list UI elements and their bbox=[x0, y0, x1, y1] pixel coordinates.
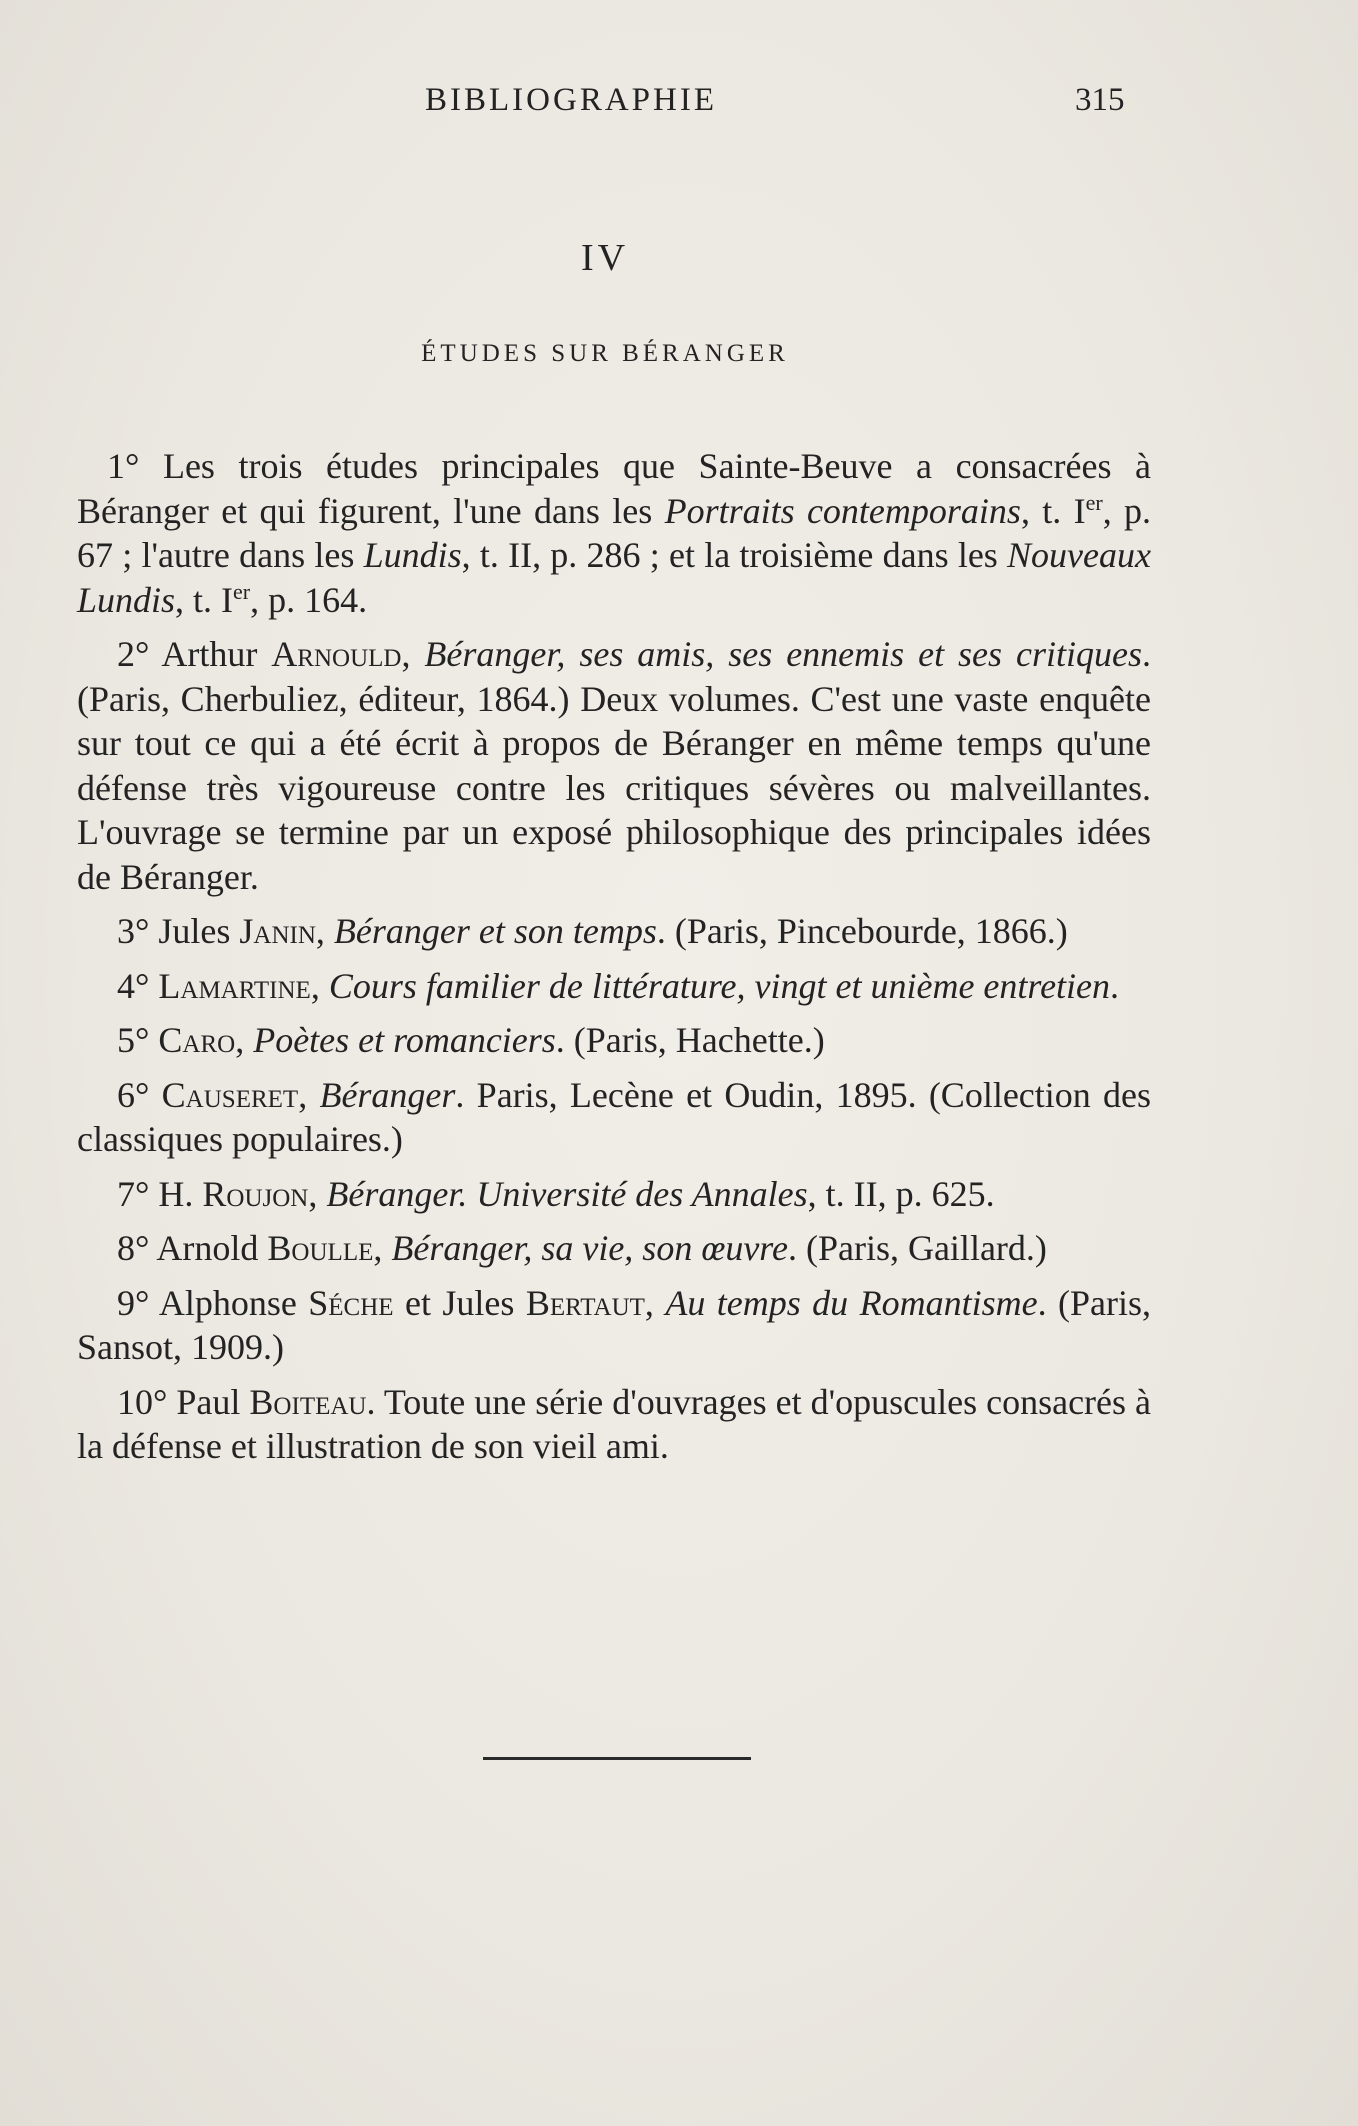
section-number: IV bbox=[580, 237, 630, 279]
bibliography-entry-4: 4° Lamartine, Cours familier de littérature, vingt et unième entretien. bbox=[117, 965, 1120, 1006]
bibliography-entry-9: 9° Alphonse Séche et Jules Bertaut, Au temps du Romantisme. (Paris, Sansot, 1909.) bbox=[77, 1282, 1151, 1367]
page-number: 315 bbox=[1075, 82, 1125, 118]
bibliography-entry-6: 6° Causeret, Béranger. Paris, Lecène et Oudin, 1895. (Collection des classiques populaires.) bbox=[77, 1074, 1152, 1159]
bibliography-entry-10: 10° Paul Boiteau. Toute une série d'ouvrages et d'opuscules consacrés à la défense et illustration de son vieil ami. bbox=[77, 1381, 1151, 1466]
running-head bbox=[0, 82, 1358, 132]
bibliography-entry-2: 2° Arthur Arnould, Béranger, ses amis, ses ennemis et ses critiques. (Paris, Cherbuliez, éditeur, 1864.) Deux volumes. C'est une vaste enquête sur tout ce qui a été écrit à propos de Béranger en même temps qu'une défense très vigoureuse contre les critiques sévères ou malveillantes. L'ouvrage se termine par un exposé philosophique des principales idées de Béranger. bbox=[77, 634, 1151, 897]
bibliography-entry-1: 1° Les trois études principales que Sainte-Beuve a consacrées à Béranger et qui figurent, l'une dans les Portraits contemporains, t. Ier, p. 67 ; l'autre dans les Lundis, t. II, p. 286 ; et la troisième dans les Nouveaux Lundis, t. Ier, p. 164. bbox=[77, 446, 1152, 620]
running-title: BIBLIOGRAPHIE bbox=[425, 82, 717, 118]
bibliography-entry-3: 3° Jules Janin, Béranger et son temps. (Paris, Pincebourde, 1866.) bbox=[117, 911, 1068, 951]
bibliography-entry-8: 8° Arnold Boulle, Béranger, sa vie, son œuvre. (Paris, Gaillard.) bbox=[117, 1228, 1047, 1268]
bibliography-entry-5: 5° Caro, Poètes et romanciers. (Paris, Hachette.) bbox=[117, 1020, 825, 1060]
bibliography-list bbox=[77, 444, 1151, 1479]
section-title: ÉTUDES SUR BÉRANGER bbox=[421, 340, 789, 367]
end-rule bbox=[483, 1757, 751, 1760]
bibliography-entry-7: 7° H. Roujon, Béranger. Université des Annales, t. II, p. 625. bbox=[117, 1173, 995, 1214]
